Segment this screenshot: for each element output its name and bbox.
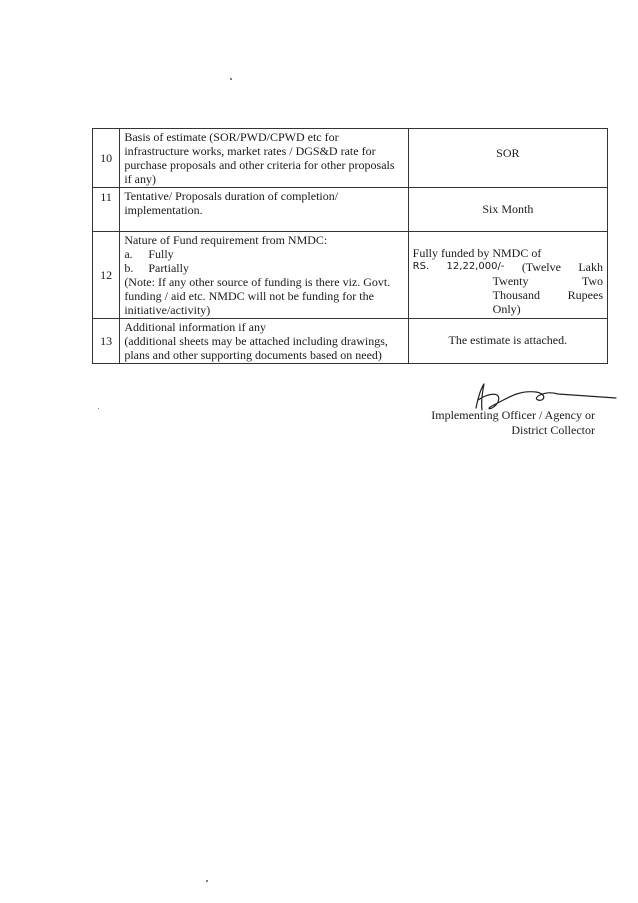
row-answer: The estimate is attached.	[408, 319, 607, 364]
currency-label: RS.	[412, 261, 430, 272]
row-description: Additional information if any (additional sheets may be attached including drawings, plans and other supporting documents based on need)	[120, 319, 408, 364]
row-answer: SOR	[408, 129, 607, 188]
row-description: Nature of Fund requirement from NMDC: a. Fully b. Partially (Note: If any other source of funding is there viz. Govt. funding / aid etc. NMDC will not be funding for the initiative/activity)	[120, 232, 408, 319]
fund-amount: 12,22,000/-	[446, 261, 505, 272]
table-row	[93, 188, 608, 232]
table-row	[93, 319, 608, 364]
row-number: 12	[93, 232, 120, 319]
signatory-line-2: District Collector	[511, 423, 595, 437]
signature-block	[425, 408, 595, 438]
row-answer: Six Month	[408, 188, 607, 232]
scan-speck	[230, 78, 232, 80]
row-number: 11	[93, 188, 120, 232]
row-description: Tentative/ Proposals duration of completion/ implementation.	[120, 188, 408, 232]
signatory-line-1: Implementing Officer / Agency or	[431, 408, 595, 422]
row-number: 13	[93, 319, 120, 364]
scan-speck	[206, 880, 208, 882]
scan-speck	[98, 408, 99, 409]
row-answer: Fully funded by NMDC of RS. 12,22,000/- (Twelve Lakh Twenty Two Thousand Rupees Only)	[408, 232, 607, 319]
row-description: Basis of estimate (SOR/PWD/CPWD etc for infrastructure works, market rates / DGS&D rate for purchase proposals and other criteria for other proposals if any)	[120, 129, 408, 188]
row-number: 10	[93, 129, 120, 188]
table-row	[93, 232, 608, 319]
proposal-details-table	[92, 128, 608, 364]
table-row	[93, 129, 608, 188]
